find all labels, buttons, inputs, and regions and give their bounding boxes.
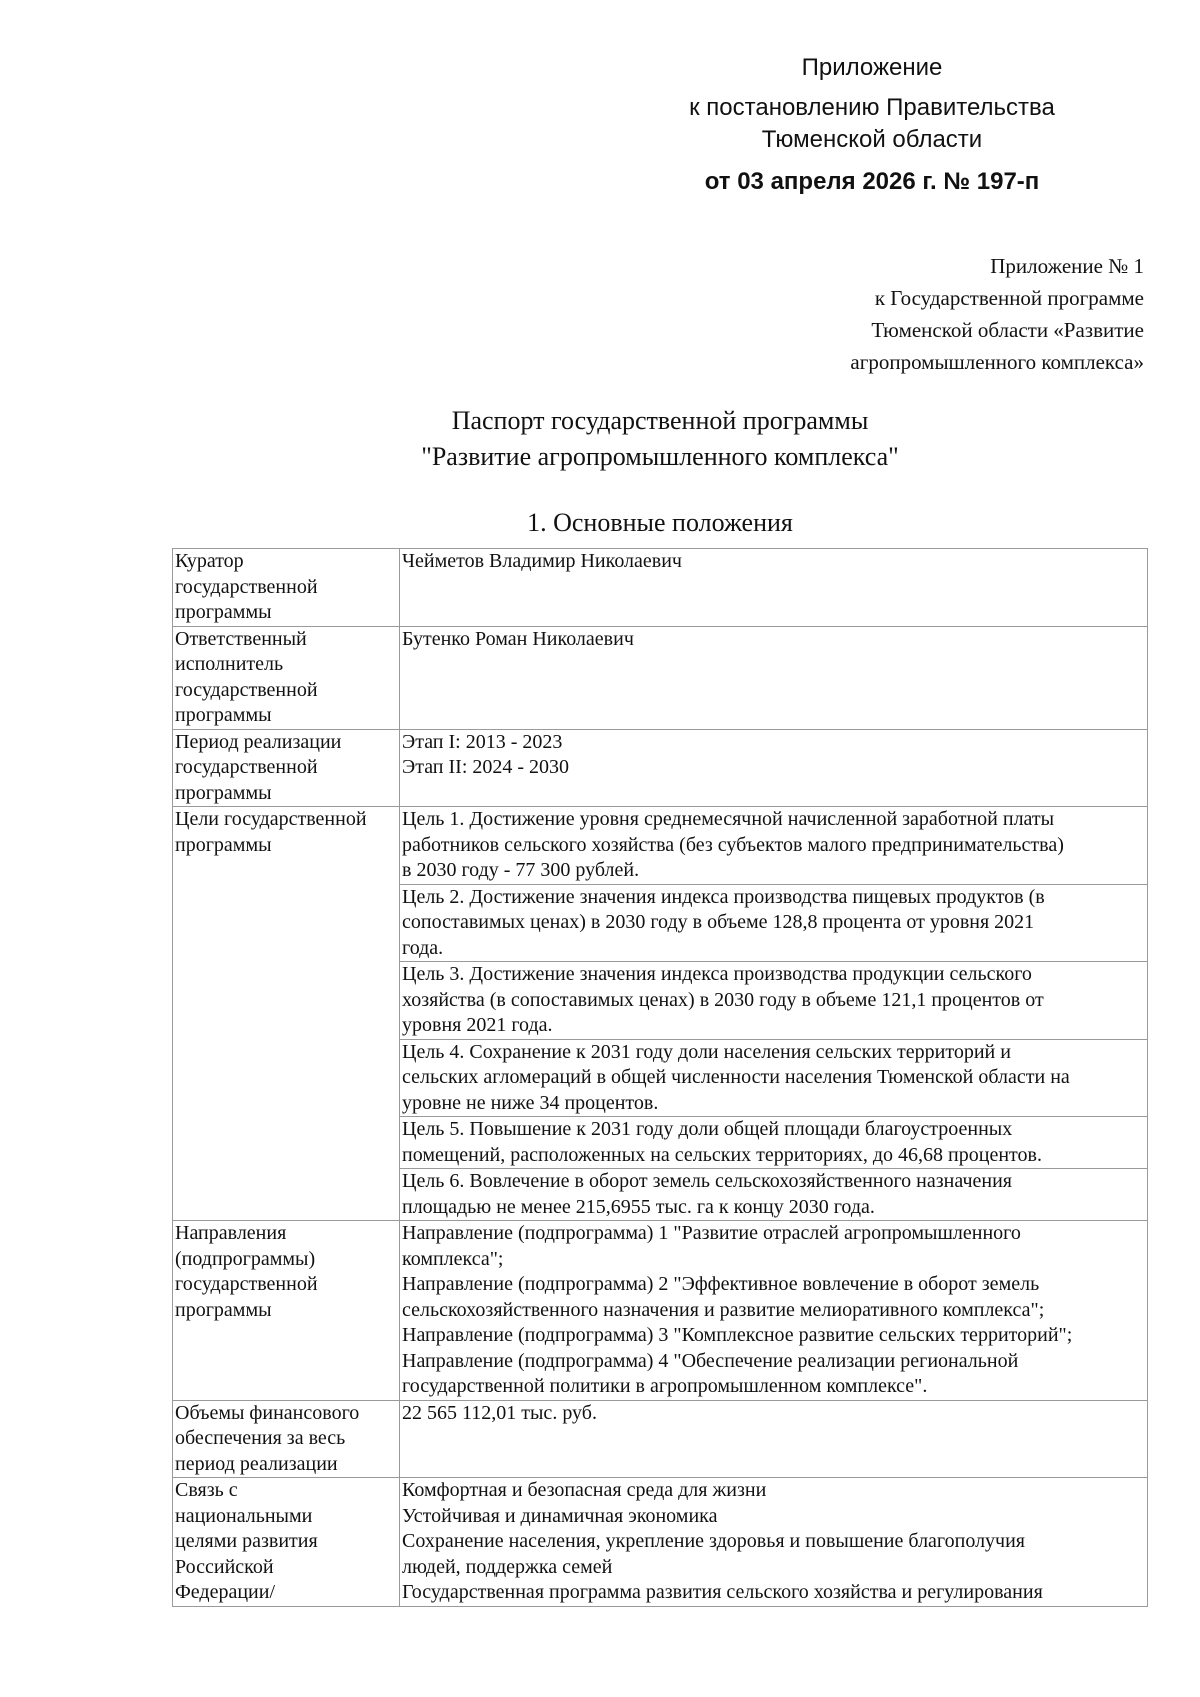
label-line: Куратор [175, 550, 244, 572]
national-goal-line: Сохранение населения, укрепление здоровья и повышение благополучия [402, 1530, 1026, 1552]
label-line: программы [175, 704, 272, 726]
row-label [173, 729, 400, 807]
goal-line: Цель 1. Достижение уровня среднемесячной начисленной заработной платы [402, 808, 1055, 830]
direction-line: Направление (подпрограмма) 4 "Обеспечение реализации региональной [402, 1349, 1019, 1372]
label-line: период реализации [175, 1452, 338, 1475]
goal-item [400, 807, 1147, 885]
label-line: программы [175, 833, 272, 856]
row-label [173, 1478, 400, 1607]
direction-line: государственной политики в агропромышленном комплексе". [402, 1375, 928, 1397]
national-goal-line: Комфортная и безопасная среда для жизни [402, 1479, 767, 1501]
goal-item [400, 1117, 1147, 1169]
row-value [400, 549, 1148, 627]
direction-line: комплекса"; [402, 1247, 504, 1270]
label-line: исполнитель [175, 653, 284, 675]
label-line: государственной [175, 575, 318, 598]
decree-header-line1: Приложение [801, 54, 943, 81]
direction-line: сельскохозяйственного назначения и развитие мелиоративного комплекса"; [402, 1298, 1045, 1321]
label-line: Связь с [175, 1479, 238, 1501]
direction-line: Направление (подпрограмма) 1 "Развитие отраслей агропромышленного [402, 1222, 1021, 1244]
goal-line: сопоставимых ценах) в 2030 году в объеме 128,8 процента от уровня 2021 [402, 911, 1035, 933]
label-line: Ответственный [175, 627, 307, 650]
decree-header [652, 52, 1092, 198]
goal-line: Цель 2. Достижение значения индекса производства пищевых продуктов (в [402, 885, 1045, 908]
goal-line: Цель 6. Вовлечение в оборот земель сельскохозяйственного назначения [402, 1170, 1012, 1192]
table-row-national-goals [173, 1478, 1148, 1607]
goal-item [400, 885, 1147, 963]
goal-line: площадью не менее 215,6955 тыс. га к концу 2030 года. [402, 1195, 875, 1218]
label-line: программы [175, 781, 272, 804]
goal-line: помещений, расположенных на сельских территориях, до 46,68 процентов. [402, 1143, 1042, 1166]
table-row-executor [173, 626, 1148, 729]
goal-line: работников сельского хозяйства (без субъектов малого предпринимательства) [402, 833, 1064, 856]
goal-line: уровне не ниже 34 процентов. [402, 1091, 659, 1114]
passport-title-line1: Паспорт государственной программы [451, 406, 869, 435]
row-value [400, 1221, 1148, 1401]
label-line: национальными [175, 1504, 313, 1527]
label-line: государственной [175, 1273, 318, 1295]
section-title: 1. Основные положения [527, 508, 793, 537]
goal-line: Цель 3. Достижение значения индекса производства продукции сельского [402, 963, 1032, 985]
label-line: государственной [175, 756, 318, 778]
goal-line: в 2030 году - 77 300 рублей. [402, 859, 640, 881]
goal-line: уровня 2021 года. [402, 1014, 553, 1036]
goal-item [400, 1169, 1147, 1220]
decree-header-line2: к постановлению Правительства [689, 94, 1055, 121]
row-value [400, 729, 1148, 807]
goal-line: года. [402, 936, 444, 959]
national-goal-line: Государственная программа развития сельского хозяйства и регулирования [402, 1581, 1043, 1603]
passport-table [172, 548, 1148, 1607]
funding-amount: 22 565 112,01 тыс. руб. [402, 1401, 597, 1424]
goal-line: Цель 4. Сохранение к 2031 году доли населения сельских территорий и [402, 1040, 1011, 1063]
period-stage: Этап I: 2013 - 2023 [402, 730, 563, 753]
label-line: Период реализации [175, 730, 342, 753]
row-label [173, 1221, 400, 1401]
row-value [400, 1478, 1148, 1607]
curator-name: Чейметов Владимир Николаевич [402, 550, 682, 572]
goal-line: Цель 5. Повышение к 2031 году доли общей площади благоустроенных [402, 1118, 1013, 1140]
table-row-period [173, 729, 1148, 807]
table-row-goals [173, 807, 1148, 1221]
row-label [173, 1400, 400, 1478]
annex-header [850, 250, 1144, 378]
national-goal-line: Устойчивая и динамичная экономика [402, 1504, 718, 1527]
label-line: Направления [175, 1222, 287, 1244]
period-stage: Этап II: 2024 - 2030 [402, 756, 570, 778]
decree-header-date: от 03 апреля 2026 г. № 197-п [704, 168, 1040, 195]
goal-line: хозяйства (в сопоставимых ценах) в 2030 году в объеме 121,1 процентов от [402, 988, 1044, 1011]
table-row-curator [173, 549, 1148, 627]
annex-header-line: Тюменской области «Развитие [871, 318, 1144, 342]
goal-line: сельских агломераций в общей численности населения Тюменской области на [402, 1066, 1070, 1088]
row-value [400, 626, 1148, 729]
annex-header-line: к Государственной программе [874, 286, 1144, 310]
goal-item [400, 1040, 1147, 1118]
row-value [400, 1400, 1148, 1478]
label-line: (подпрограммы) [175, 1247, 316, 1270]
label-line: Федерации/ [175, 1581, 276, 1603]
row-label [173, 807, 400, 1221]
label-line: Объемы финансового [175, 1401, 360, 1424]
row-value [400, 807, 1148, 1221]
label-line: Российской [175, 1555, 274, 1578]
row-label [173, 626, 400, 729]
national-goal-line: людей, поддержка семей [402, 1555, 613, 1578]
label-line: программы [175, 1298, 272, 1321]
passport-title [0, 403, 1200, 475]
table-row-funding [173, 1400, 1148, 1478]
executor-name: Бутенко Роман Николаевич [402, 627, 634, 650]
goal-item [400, 962, 1147, 1040]
annex-header-line: агропромышленного комплекса» [850, 350, 1144, 374]
direction-line: Направление (подпрограмма) 3 "Комплексное развитие сельских территорий"; [402, 1324, 1073, 1346]
annex-header-line: Приложение № 1 [990, 254, 1144, 278]
label-line: обеспечения за весь [175, 1427, 346, 1449]
direction-line: Направление (подпрограмма) 2 "Эффективное вовлечение в оборот земель [402, 1273, 1040, 1295]
label-line: целями развития [175, 1530, 318, 1552]
label-line: программы [175, 601, 272, 623]
table-row-directions [173, 1221, 1148, 1401]
row-label [173, 549, 400, 627]
decree-header-line3: Тюменской области [761, 126, 983, 153]
passport-title-line2: "Развитие агропромышленного комплекса" [421, 442, 899, 471]
label-line: Цели государственной [175, 808, 367, 830]
label-line: государственной [175, 678, 318, 701]
